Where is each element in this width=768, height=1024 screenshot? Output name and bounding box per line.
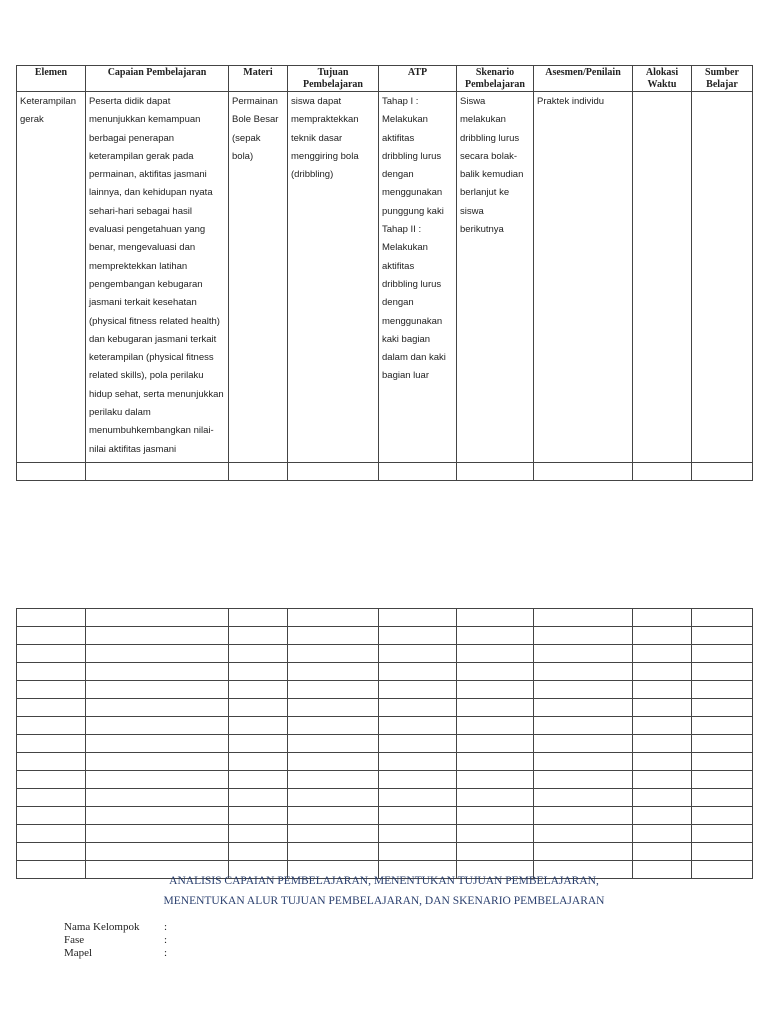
- blank-grid-cell: [633, 681, 692, 699]
- blank-grid-cell: [379, 663, 457, 681]
- blank-grid-cell: [457, 771, 534, 789]
- blank-grid-cell: [229, 717, 288, 735]
- blank-grid-cell: [288, 627, 379, 645]
- blank-grid-cell: [633, 843, 692, 861]
- blank-grid-cell: [86, 645, 229, 663]
- info-separator: :: [164, 921, 168, 933]
- blank-grid-cell: [229, 825, 288, 843]
- blank-grid-cell: [17, 681, 86, 699]
- blank-grid-cell: [633, 735, 692, 753]
- blank-grid-cell: [229, 735, 288, 753]
- blank-grid-cell: [457, 789, 534, 807]
- blank-grid-cell: [692, 771, 753, 789]
- blank-grid-cell: [229, 645, 288, 663]
- blank-grid-cell: [288, 789, 379, 807]
- blank-grid-cell: [692, 627, 753, 645]
- blank-grid-cell: [692, 753, 753, 771]
- blank-grid-cell: [17, 789, 86, 807]
- info-mapel: [64, 947, 167, 959]
- table-row: [17, 92, 753, 463]
- blank-grid-cell: [288, 681, 379, 699]
- blank-grid-cell: [229, 807, 288, 825]
- header-atp: ATP: [379, 66, 457, 92]
- header-elemen: Elemen: [17, 66, 86, 92]
- blank-grid-cell: [17, 645, 86, 663]
- blank-grid-cell: [288, 825, 379, 843]
- blank-grid-cell: [17, 627, 86, 645]
- blank-grid-cell: [86, 627, 229, 645]
- blank-grid-row: [17, 807, 753, 825]
- blank-grid-row: [17, 645, 753, 663]
- blank-grid-cell: [379, 789, 457, 807]
- blank-grid-cell: [229, 771, 288, 789]
- blank-grid-cell: [288, 807, 379, 825]
- blank-grid-cell: [229, 753, 288, 771]
- table-header-row: [17, 66, 753, 92]
- blank-grid-cell: [288, 663, 379, 681]
- blank-grid-cell: [86, 663, 229, 681]
- blank-grid-cell: [17, 609, 86, 627]
- blank-grid-cell: [534, 717, 633, 735]
- blank-grid-cell: [17, 717, 86, 735]
- blank-grid-cell: [288, 609, 379, 627]
- info-separator: :: [164, 934, 168, 946]
- blank-grid-row: [17, 699, 753, 717]
- blank-grid-cell: [633, 825, 692, 843]
- blank-grid-cell: [229, 609, 288, 627]
- blank-grid-cell: [229, 681, 288, 699]
- blank-grid-cell: [379, 753, 457, 771]
- blank-grid-cell: [288, 735, 379, 753]
- blank-grid-cell: [379, 699, 457, 717]
- blank-grid-cell: [86, 825, 229, 843]
- cell-alokasi: [633, 92, 692, 463]
- info-fase: [64, 934, 167, 946]
- blank-grid-row: [17, 843, 753, 861]
- blank-grid-row: [17, 609, 753, 627]
- blank-grid-cell: [17, 735, 86, 753]
- blank-grid-cell: [692, 645, 753, 663]
- header-skenario: Skenario Pembelajaran: [457, 66, 534, 92]
- blank-grid-cell: [457, 609, 534, 627]
- blank-grid-cell: [86, 699, 229, 717]
- cell-skenario: Siswa melakukan dribbling lurus secara bolak- balik kemudian berlanjut ke siswa berikutnya: [457, 92, 534, 463]
- blank-grid-cell: [457, 645, 534, 663]
- blank-grid-cell: [457, 663, 534, 681]
- header-asesmen: Asesmen/Penilain: [534, 66, 633, 92]
- header-materi: Materi: [229, 66, 288, 92]
- info-separator: :: [164, 947, 168, 959]
- blank-grid-cell: [534, 699, 633, 717]
- blank-grid-cell: [633, 663, 692, 681]
- blank-grid-row: [17, 627, 753, 645]
- blank-grid-cell: [534, 735, 633, 753]
- blank-grid-cell: [534, 627, 633, 645]
- blank-grid-cell: [692, 717, 753, 735]
- blank-grid-cell: [692, 843, 753, 861]
- header-tujuan: Tujuan Pembelajaran: [288, 66, 379, 92]
- blank-grid-row: [17, 789, 753, 807]
- blank-grid-cell: [692, 681, 753, 699]
- blank-grid-cell: [534, 609, 633, 627]
- blank-grid-cell: [379, 735, 457, 753]
- blank-grid-cell: [692, 735, 753, 753]
- blank-grid-cell: [379, 627, 457, 645]
- blank-grid-cell: [633, 807, 692, 825]
- blank-grid-cell: [534, 771, 633, 789]
- blank-grid-cell: [633, 609, 692, 627]
- blank-grid-cell: [86, 771, 229, 789]
- blank-grid-cell: [692, 609, 753, 627]
- blank-grid-cell: [288, 645, 379, 663]
- blank-grid-cell: [692, 699, 753, 717]
- blank-grid-cell: [633, 699, 692, 717]
- blank-grid-cell: [17, 771, 86, 789]
- blank-grid-cell: [86, 789, 229, 807]
- blank-grid-cell: [288, 753, 379, 771]
- info-nama-kelompok: [64, 921, 167, 933]
- blank-grid-row: [17, 681, 753, 699]
- header-sumber: Sumber Belajar: [692, 66, 753, 92]
- blank-grid-cell: [534, 789, 633, 807]
- blank-grid-cell: [17, 825, 86, 843]
- blank-grid-cell: [379, 807, 457, 825]
- blank-grid-cell: [86, 753, 229, 771]
- blank-grid-cell: [86, 609, 229, 627]
- blank-grid-cell: [457, 843, 534, 861]
- learning-plan-table: [16, 65, 753, 481]
- blank-grid-cell: [288, 717, 379, 735]
- header-capaian: Capaian Pembelajaran: [86, 66, 229, 92]
- blank-grid-cell: [86, 681, 229, 699]
- blank-grid-cell: [457, 681, 534, 699]
- blank-grid-cell: [379, 825, 457, 843]
- blank-grid-cell: [379, 771, 457, 789]
- blank-grid-cell: [534, 807, 633, 825]
- blank-grid-cell: [633, 789, 692, 807]
- blank-grid-cell: [229, 663, 288, 681]
- blank-grid-cell: [17, 753, 86, 771]
- blank-grid-cell: [457, 627, 534, 645]
- header-alokasi: Alokasi Waktu: [633, 66, 692, 92]
- cell-elemen: Keterampilan gerak: [17, 92, 86, 463]
- blank-grid-cell: [86, 717, 229, 735]
- cell-tujuan: siswa dapat mempraktekkan teknik dasar menggiring bola (dribbling): [288, 92, 379, 463]
- cell-asesmen: Praktek individu: [534, 92, 633, 463]
- blank-grid-row: [17, 771, 753, 789]
- info-label: Fase: [64, 934, 85, 946]
- blank-grid-cell: [534, 645, 633, 663]
- blank-grid-cell: [633, 753, 692, 771]
- blank-grid-cell: [379, 843, 457, 861]
- cell-capaian: Peserta didik dapat menunjukkan kemampuan berbagai penerapan keterampilan gerak pada permainan, aktifitas jasmani lainnya, dan kehidupan nyata sehari-hari sebagai hasil evaluasi pengetahuan yang benar, mengevaluasi dan memprektekkan latihan pengembangan kebugaran jasmani terkait kesehatan (physical fitness related health) dan kebugaran jasmani terkait keterampilan (physical fitness related skills), pola perilaku hidup sehat, serta menunjukkan perilaku dalam menumbuhkembangkan nilai- nilai aktifitas jasmani: [86, 92, 229, 463]
- blank-grid-cell: [633, 771, 692, 789]
- blank-grid-cell: [229, 699, 288, 717]
- blank-grid-cell: [86, 843, 229, 861]
- blank-grid-cell: [17, 807, 86, 825]
- blank-grid-cell: [379, 645, 457, 663]
- blank-grid-cell: [692, 663, 753, 681]
- blank-grid-row: [17, 717, 753, 735]
- blank-grid-cell: [229, 789, 288, 807]
- info-label: Nama Kelompok: [64, 921, 140, 933]
- blank-grid-cell: [534, 681, 633, 699]
- blank-grid-cell: [229, 627, 288, 645]
- blank-grid-cell: [457, 753, 534, 771]
- blank-grid-cell: [457, 699, 534, 717]
- blank-grid-row: [17, 663, 753, 681]
- blank-grid-cell: [86, 807, 229, 825]
- blank-grid-cell: [457, 717, 534, 735]
- blank-grid-cell: [692, 807, 753, 825]
- blank-grid-cell: [692, 789, 753, 807]
- document-title-line-2: MENENTUKAN ALUR TUJUAN PEMBELAJARAN, DAN SKENARIO PEMBELAJARAN: [163, 895, 605, 907]
- table-row-empty: [17, 463, 753, 481]
- blank-grid-cell: [288, 771, 379, 789]
- blank-grid-cell: [288, 699, 379, 717]
- cell-sumber: [692, 92, 753, 463]
- blank-grid-cell: [633, 717, 692, 735]
- blank-grid-cell: [17, 843, 86, 861]
- blank-grid-cell: [379, 717, 457, 735]
- blank-grid-row: [17, 753, 753, 771]
- info-label: Mapel: [64, 947, 93, 959]
- blank-grid-cell: [457, 735, 534, 753]
- blank-grid-cell: [17, 663, 86, 681]
- cell-atp: Tahap I : Melakukan aktifitas dribbling lurus dengan menggunakan punggung kaki Tahap II : Melakukan aktifitas dribbling lurus dengan menggunakan kaki bagian dalam dan kaki bagian luar: [379, 92, 457, 463]
- blank-grid-cell: [633, 627, 692, 645]
- blank-grid-cell: [17, 699, 86, 717]
- blank-grid-row: [17, 735, 753, 753]
- blank-grid-cell: [86, 735, 229, 753]
- blank-grid-cell: [229, 843, 288, 861]
- blank-grid-cell: [457, 825, 534, 843]
- blank-grid-cell: [692, 825, 753, 843]
- blank-grid-cell: [457, 807, 534, 825]
- blank-grid-cell: [534, 753, 633, 771]
- blank-grid-cell: [534, 825, 633, 843]
- blank-grid-row: [17, 825, 753, 843]
- blank-grid-cell: [288, 843, 379, 861]
- cell-materi: Permainan Bole Besar (sepak bola): [229, 92, 288, 463]
- blank-grid-cell: [534, 843, 633, 861]
- document-title-line-1: ANALISIS CAPAIAN PEMBELAJARAN, MENENTUKAN TUJUAN PEMBELAJARAN,: [169, 875, 599, 887]
- blank-grid-cell: [379, 609, 457, 627]
- blank-table-grid: [16, 608, 753, 879]
- blank-grid-cell: [379, 681, 457, 699]
- blank-grid-cell: [534, 663, 633, 681]
- blank-grid-cell: [633, 645, 692, 663]
